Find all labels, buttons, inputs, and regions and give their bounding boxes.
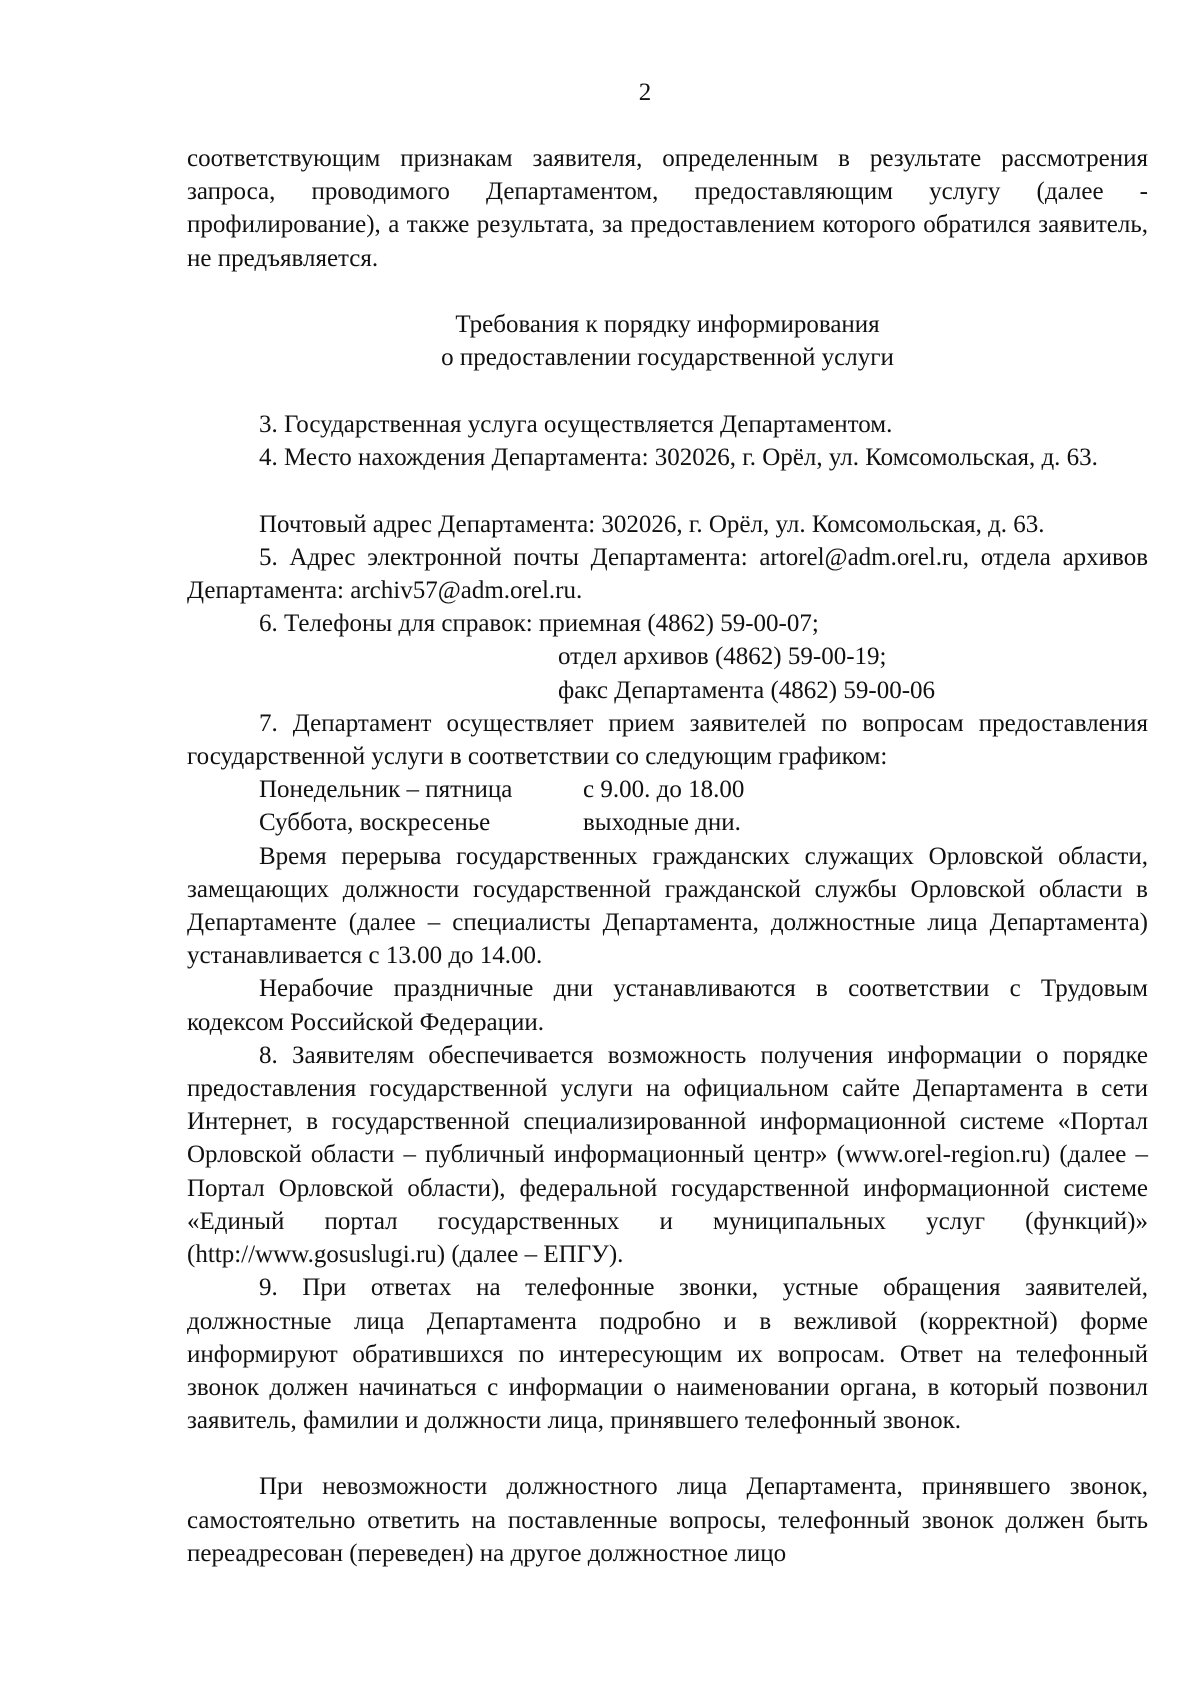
schedule-row <box>187 773 1148 806</box>
section-heading <box>187 308 1148 374</box>
phone-reception: приемная (4862) 59-00-07; <box>538 610 819 638</box>
heading-line-1: Требования к порядку информирования <box>455 310 880 338</box>
intro-paragraph: соответствующим признакам заявителя, определенным в результате рассмотрения запроса, проводимого Департаментом, предоставляющим услугу (далее - профилирование), а также результата, за предоставлением которого обратился заявитель, не предъявляется. <box>187 145 1148 272</box>
heading-line-2: о предоставлении государственной услуги <box>441 344 894 372</box>
phone-archive: отдел архивов (4862) 59-00-19; <box>558 643 887 671</box>
phones-block <box>187 607 1148 640</box>
schedule-days: Понедельник – пятница <box>259 776 513 804</box>
paragraph-7: 7. Департамент осуществляет прием заявителей по вопросам предоставления государственной услуги в соответствии со следующим графиком: <box>187 709 1148 771</box>
schedule-hours: с 9.00. до 18.00 <box>583 776 745 804</box>
phones-label: 6. Телефоны для справок: <box>259 610 539 638</box>
break-time-paragraph: Время перерыва государственных гражданских служащих Орловской области, замещающих должности государственной гражданской службы Орловской области в Департаменте (далее – специалисты Департамента, должностные лица Департамента) устанавливается с 13.00 до 14.00. <box>187 842 1148 970</box>
paragraph-9: 9. При ответах на телефонные звонки, устные обращения заявителей, должностные лица Департамента подробно и в вежливой (корректной) форме информируют обратившихся по интересующим их вопросам. Ответ на телефонный звонок должен начинаться с информации о наименовании органа, в который позвонил заявитель, фамилии и должности лица, принявшего телефонный звонок. <box>187 1274 1148 1435</box>
postal-address: Почтовый адрес Департамента: 302026, г. Орёл, ул. Комсомольская, д. 63. <box>259 510 1045 538</box>
paragraph-3: 3. Государственная услуга осуществляется Департаментом. <box>259 411 893 439</box>
phone-fax: факс Департамента (4862) 59-00-06 <box>558 676 936 704</box>
paragraph-4: 4. Место нахождения Департамента: 302026, г. Орёл, ул. Комсомольская, д. 63. <box>259 444 1098 472</box>
schedule-days: Суббота, воскресенье <box>259 809 491 837</box>
schedule-row <box>187 806 1148 839</box>
holidays-paragraph: Нерабочие праздничные дни устанавливаются в соответствии с Трудовым кодексом Российской Федерации. <box>187 975 1148 1036</box>
document-body <box>187 142 1148 1570</box>
schedule-hours: выходные дни. <box>583 809 741 837</box>
redirect-paragraph: При невозможности должностного лица Департамента, принявшего звонок, самостоятельно ответить на поставленные вопросы, телефонный звонок должен быть переадресован (переведен) на другое должностное лицо <box>187 1473 1148 1567</box>
paragraph-5: 5. Адрес электронной почты Департамента: artorel@adm.orel.ru, отдела архивов Департамента: archiv57@adm.orel.ru. <box>187 543 1148 605</box>
page-number: 2 <box>638 79 652 106</box>
paragraph-8: 8. Заявителям обеспечивается возможность получения информации о порядке предоставления государственной услуги на официальном сайте Департамента в сети Интернет, в государственной специализированной информационной системе «Портал Орловской области – публичный информационный центр» (www.orel-region.ru) (далее – Портал Орловской области), федеральной государственной информационной системе «Единый портал государственных и муниципальных услуг (функций)» (http://www.gosuslugi.ru) (далее – ЕПГУ). <box>187 1041 1148 1269</box>
